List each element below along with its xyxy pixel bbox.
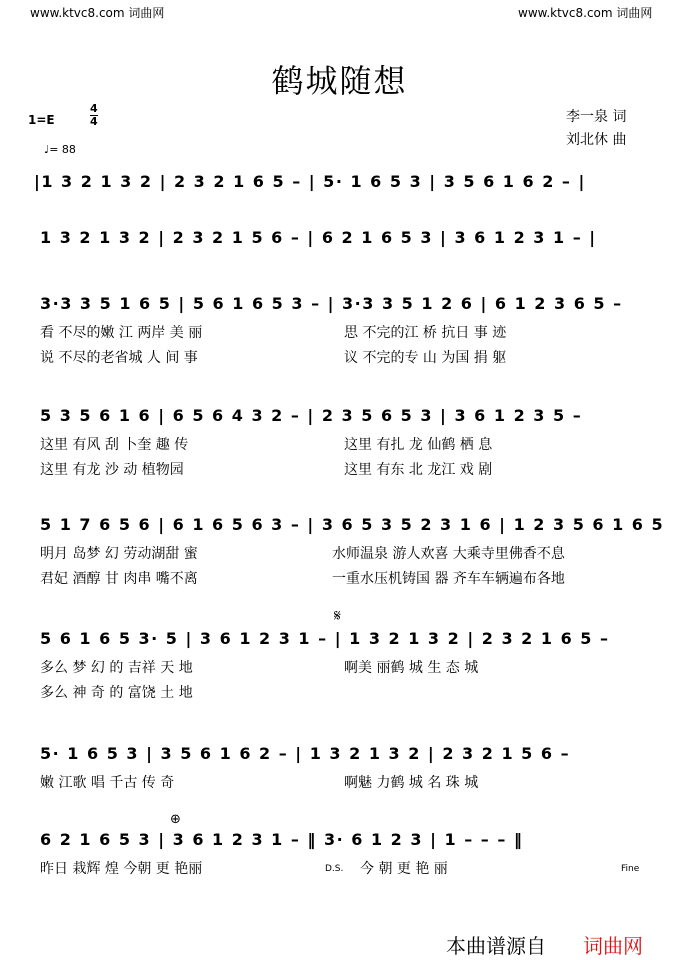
score-system-8: 6 2 1 6 5 3 | 3 6 1 2 3 1 – ‖ 3· 6 1 2 3 | 1 – – – ‖ — [40, 830, 524, 849]
lyric-line: 一重水压机铸国 器 齐车车辆遍布各地 — [332, 571, 565, 587]
lyric-line: 这里 有风 刮 卜奎 趣 传 — [40, 437, 189, 453]
time-signature-top: 4 — [90, 102, 98, 115]
footer-source-text: 本曲谱源自 — [446, 934, 546, 958]
key-signature: 1=E — [28, 113, 55, 127]
composer-credit: 刘北休 曲 — [566, 132, 627, 148]
lyric-line: 嫩 江歌 唱 千古 传 奇 — [40, 775, 175, 791]
lyric-line: 君妃 酒醇 甘 肉串 嘴不离 — [40, 571, 198, 587]
song-title: 鹤城随想 — [271, 62, 408, 100]
tempo-marking: ♩= 88 — [44, 143, 76, 156]
time-signature — [90, 103, 98, 128]
lyric-line: 今 朝 更 艳 丽 — [360, 861, 448, 877]
lyric-line: 这里 有东 北 龙江 戏 剧 — [344, 462, 493, 478]
lyric-line: 这里 有龙 沙 动 植物园 — [40, 462, 184, 478]
score-system-1: |1 3 2 1 3 2 | 2 3 2 1 6 5 – | 5· 1 6 5 3 | 3 5 6 1 6 2 – | — [34, 172, 586, 191]
fine-mark: Fine — [621, 864, 640, 874]
watermark-right: www.ktvc8.com 词曲网 — [518, 6, 653, 20]
lyricist-credit: 李一泉 词 — [566, 109, 627, 125]
lyric-line: 昨日 栽辉 煌 今朝 更 艳丽 — [40, 861, 203, 877]
score-system-5: 5 1 7 6 5 6 | 6 1 6 5 6 3 – | 3 6 5 3 5 2 3 1 6 | 1 2 3 5 6 1 6 5 — [40, 515, 665, 534]
lyric-line: 水师温泉 游人欢喜 大乘寺里佛香不息 — [332, 546, 565, 562]
lyric-line: 看 不尽的嫩 江 两岸 美 丽 — [40, 325, 203, 341]
score-system-3: 3·3 3 5 1 6 5 | 5 6 1 6 5 3 – | 3·3 3 5 1 2 6 | 6 1 2 3 6 5 – — [40, 294, 623, 313]
score-system-7: 5· 1 6 5 3 | 3 5 6 1 6 2 – | 1 3 2 1 3 2 | 2 3 2 1 5 6 – — [40, 744, 571, 763]
time-signature-bottom: 4 — [90, 115, 98, 128]
score-system-2: 1 3 2 1 3 2 | 2 3 2 1 5 6 – | 6 2 1 6 5 3 | 3 6 1 2 3 1 – | — [40, 228, 597, 247]
lyric-line: 思 不完的江 桥 抗日 事 迹 — [344, 325, 507, 341]
watermark-left: www.ktvc8.com 词曲网 — [30, 6, 165, 20]
lyric-line: 多么 神 奇 的 富饶 土 地 — [40, 685, 193, 701]
footer-brand-logo[interactable]: 词曲网 — [583, 934, 643, 958]
score-system-6: 5 6 1 6 5 3· 5 | 3 6 1 2 3 1 – | 1 3 2 1 3 2 | 2 3 2 1 6 5 – — [40, 629, 610, 648]
lyric-line: 啊美 丽鹤 城 生 态 城 — [344, 660, 479, 676]
score-system-4: 5 3 5 6 1 6 | 6 5 6 4 3 2 – | 2 3 5 6 5 3 | 3 6 1 2 3 5 – — [40, 406, 583, 425]
lyric-line: 这里 有扎 龙 仙鹤 栖 息 — [344, 437, 493, 453]
coda-icon: ⊕ — [170, 812, 181, 827]
dal-segno-mark: D.S. — [325, 864, 344, 874]
lyric-line: 多么 梦 幻 的 吉祥 天 地 — [40, 660, 193, 676]
lyric-line: 议 不完的专 山 为国 捐 躯 — [344, 350, 507, 366]
lyric-line: 说 不尽的老省城 人 间 事 — [40, 350, 198, 366]
lyric-line: 啊魅 力鹤 城 名 珠 城 — [344, 775, 479, 791]
lyric-line: 明月 岛梦 幻 劳动湖甜 蜜 — [40, 546, 198, 562]
segno-icon: 𝄋 — [334, 606, 341, 625]
